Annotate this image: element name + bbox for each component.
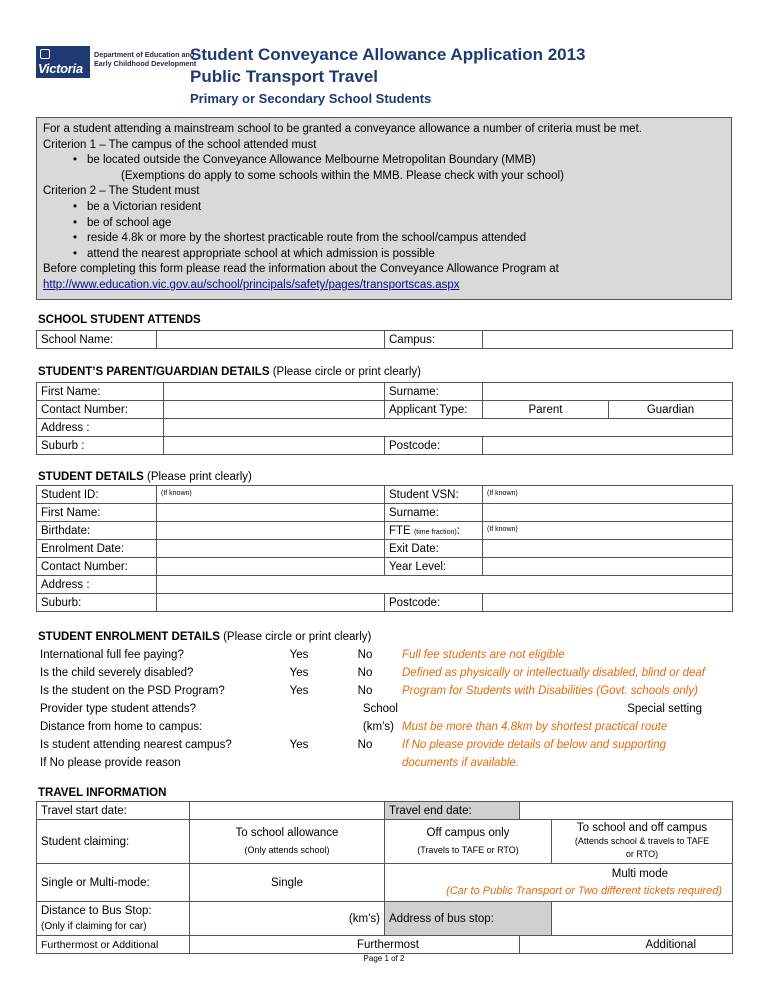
- claiming-offcampus-option[interactable]: Off campus only (Travels to TAFE or RTO): [385, 820, 552, 864]
- exit-date-field[interactable]: [483, 540, 733, 558]
- reason-field[interactable]: [266, 754, 398, 772]
- student-section-heading: STUDENT DETAILS (Please print clearly): [38, 471, 252, 483]
- note-nearest-cont: documents if available.: [402, 757, 519, 769]
- provider-special[interactable]: Special setting: [627, 703, 702, 715]
- mode-multi-option[interactable]: Multi mode (Car to Public Transport or Two different tickets required): [385, 864, 733, 902]
- school-name-label: School Name:: [37, 331, 157, 349]
- parent-postcode-label: Postcode:: [385, 437, 483, 455]
- campus-field[interactable]: [483, 331, 733, 349]
- parent-table: [36, 382, 733, 455]
- claiming-both-option[interactable]: To school and off campus (Attends school & travels to TAFE or RTO): [552, 820, 733, 864]
- applicant-type-guardian[interactable]: Guardian: [609, 401, 733, 419]
- note-psd: Program for Students with Disabilities (Govt. schools only): [402, 685, 698, 697]
- q-disabled: Is the child severely disabled?: [40, 667, 194, 679]
- parent-surname-field[interactable]: [483, 383, 733, 401]
- exit-date-label: Exit Date:: [385, 540, 483, 558]
- q-reason: If No please provide reason: [40, 757, 181, 769]
- department-name: Department of Education and Early Childhood Development: [94, 50, 197, 68]
- q-nearest-yes[interactable]: Yes: [289, 739, 309, 751]
- q-psd-yes[interactable]: Yes: [289, 685, 309, 697]
- parent-section-heading: STUDENT’S PARENT/GUARDIAN DETAILS (Please circle or print clearly): [38, 366, 421, 378]
- bus-distance-field[interactable]: (km’s): [190, 902, 385, 936]
- criteria-info-box: For a student attending a mainstream school to be granted a conveyance allowance a number of criteria must be met. Criterion 1 – The campus of the school attended must • be located outside the Conveyance Allowance Melbourne Metropolitan Boundary (MMB) (Exemptions do apply to some schools within the MMB. Please check with your school) Criterion 2 – The Student must • be a Victorian resident • be of school age • reside 4.8k or more by the shortest practicable route from the school/campus attended • attend the nearest appropriate school at which admission is possible Before completing this form please read the information about the Conveyance Allowance Program at http://www.education.vic.gov.au/school/principals/safety/pages/transportscas.aspx: [36, 117, 732, 300]
- applicant-type-label: Applicant Type:: [385, 401, 483, 419]
- student-surname-label: Surname:: [385, 504, 483, 522]
- enrolment-date-field[interactable]: [157, 540, 385, 558]
- form-title: Student Conveyance Allowance Application 2013: [190, 45, 586, 64]
- parent-surname-label: Surname:: [385, 383, 483, 401]
- student-table: [36, 485, 733, 612]
- mode-single-option[interactable]: Single: [190, 864, 385, 902]
- school-section-heading: SCHOOL STUDENT ATTENDS: [38, 314, 201, 326]
- travel-table: [36, 801, 733, 954]
- provider-school[interactable]: School: [362, 703, 398, 715]
- student-first-name-field[interactable]: [157, 504, 385, 522]
- student-id-field[interactable]: (If known): [157, 486, 385, 504]
- q-psd: Is the student on the PSD Program?: [40, 685, 225, 697]
- school-table: [36, 330, 733, 349]
- travel-start-label: Travel start date:: [37, 802, 190, 820]
- year-level-label: Year Level:: [385, 558, 483, 576]
- student-vsn-field[interactable]: (If known): [483, 486, 733, 504]
- crest-icon: [40, 49, 50, 59]
- q-psd-no[interactable]: No: [357, 685, 373, 697]
- travel-end-field[interactable]: [520, 802, 733, 820]
- enrolment-section-heading: STUDENT ENROLMENT DETAILS (Please circle or print clearly): [38, 631, 372, 643]
- student-postcode-label: Postcode:: [385, 594, 483, 612]
- student-address-label: Address :: [37, 576, 157, 594]
- parent-postcode-field[interactable]: [483, 437, 733, 455]
- student-address-field[interactable]: [157, 576, 733, 594]
- q-disabled-yes[interactable]: Yes: [289, 667, 309, 679]
- fte-label: FTE (time fraction):: [385, 522, 483, 540]
- info-link[interactable]: http://www.education.vic.gov.au/school/principals/safety/pages/transportscas.aspx: [43, 278, 460, 291]
- travel-end-label: Travel end date:: [385, 802, 520, 820]
- parent-suburb-field[interactable]: [164, 437, 385, 455]
- bus-address-field[interactable]: [552, 902, 733, 936]
- parent-contact-label: Contact Number:: [37, 401, 164, 419]
- form-audience: Primary or Secondary School Students: [190, 91, 432, 106]
- enrolment-table: [36, 646, 732, 772]
- note-international: Full fee students are not eligible: [402, 649, 565, 661]
- bus-address-label: Address of bus stop:: [385, 902, 552, 936]
- q-distance: Distance from home to campus:: [40, 721, 203, 733]
- q-international-no[interactable]: No: [357, 649, 373, 661]
- bus-distance-label: Distance to Bus Stop: (Only if claiming for car): [37, 902, 190, 936]
- student-contact-label: Contact Number:: [37, 558, 157, 576]
- student-first-name-label: First Name:: [37, 504, 157, 522]
- student-postcode-field[interactable]: [483, 594, 733, 612]
- claiming-school-option[interactable]: To school allowance (Only attends school): [190, 820, 385, 864]
- student-suburb-label: Suburb:: [37, 594, 157, 612]
- travel-section-heading: TRAVEL INFORMATION: [38, 787, 167, 799]
- distance-field[interactable]: (km’s): [362, 721, 394, 733]
- note-distance: Must be more than 4.8km by shortest practical route: [402, 721, 668, 733]
- parent-contact-field[interactable]: [164, 401, 385, 419]
- student-contact-field[interactable]: [157, 558, 385, 576]
- note-disabled: Defined as physically or intellectually disabled, blind or deaf: [402, 667, 706, 679]
- fte-field[interactable]: (If known): [483, 522, 733, 540]
- mode-label: Single or Multi-mode:: [37, 864, 190, 902]
- q-disabled-no[interactable]: No: [357, 667, 373, 679]
- student-id-label: Student ID:: [37, 486, 157, 504]
- travel-start-field[interactable]: [190, 802, 385, 820]
- q-provider: Provider type student attends?: [40, 703, 196, 715]
- parent-first-name-field[interactable]: [164, 383, 385, 401]
- birthdate-field[interactable]: [157, 522, 385, 540]
- student-surname-field[interactable]: [483, 504, 733, 522]
- logo-text: Victoria: [38, 61, 83, 76]
- year-level-field[interactable]: [483, 558, 733, 576]
- furthest-option[interactable]: Furthermost: [190, 936, 520, 954]
- additional-option[interactable]: Additional: [520, 936, 733, 954]
- page-number: Page 1 of 2: [363, 954, 405, 963]
- applicant-type-parent[interactable]: Parent: [483, 401, 609, 419]
- furthest-label: Furthermost or Additional: [37, 936, 190, 954]
- q-nearest-no[interactable]: No: [357, 739, 373, 751]
- birthdate-label: Birthdate:: [37, 522, 157, 540]
- student-suburb-field[interactable]: [157, 594, 385, 612]
- logo-emblem: [36, 46, 90, 78]
- claiming-label: Student claiming:: [37, 820, 190, 864]
- q-international-yes[interactable]: Yes: [289, 649, 309, 661]
- form-subtitle: Public Transport Travel: [190, 67, 379, 86]
- parent-address-label: Address :: [37, 419, 164, 437]
- parent-address-field[interactable]: [164, 419, 733, 437]
- q-nearest: Is student attending nearest campus?: [40, 739, 232, 751]
- enrolment-date-label: Enrolment Date:: [37, 540, 157, 558]
- campus-label: Campus:: [385, 331, 483, 349]
- victoria-logo: [36, 44, 197, 80]
- student-vsn-label: Student VSN:: [385, 486, 483, 504]
- q-international: International full fee paying?: [40, 649, 184, 661]
- note-nearest: If No please provide details of below and supporting: [402, 739, 667, 751]
- school-name-field[interactable]: [157, 331, 385, 349]
- parent-first-name-label: First Name:: [37, 383, 164, 401]
- parent-suburb-label: Suburb :: [37, 437, 164, 455]
